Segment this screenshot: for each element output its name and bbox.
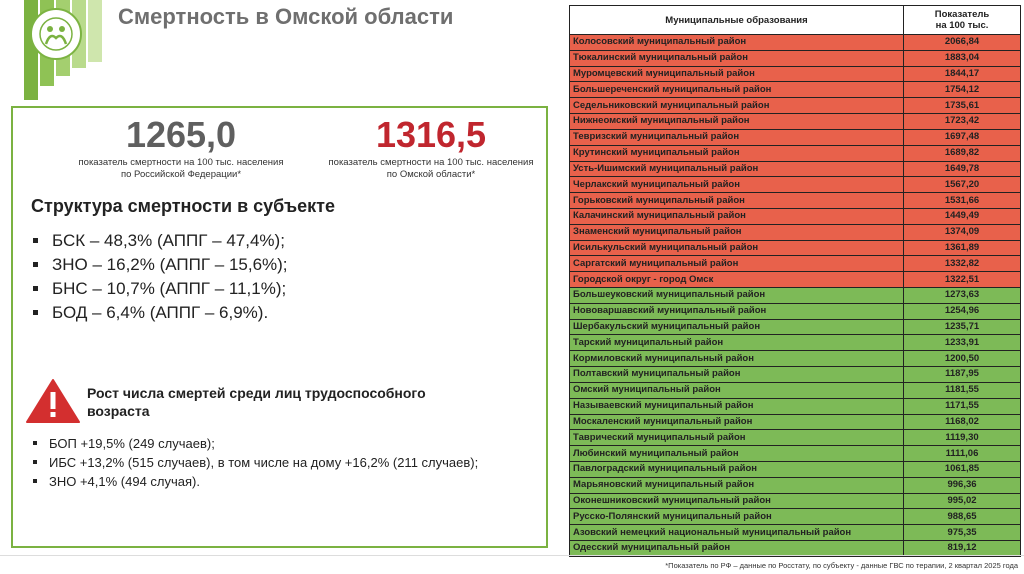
municipality-name: Кормиловский муниципальный район [570,351,904,367]
table-row [570,509,1021,525]
case-item-text: БОП +19,5% (249 случаев); [49,436,215,451]
mortality-rate-value: 1322,51 [904,272,1021,288]
table-row [570,193,1021,209]
column-header-indicator [904,6,1021,35]
municipality-name: Москаленский муниципальный район [570,414,904,430]
municipality-name: Усть-Ишимский муниципальный район [570,161,904,177]
mortality-rate-value: 1273,63 [904,288,1021,304]
case-item-text: ЗНО +4,1% (494 случая). [49,474,200,489]
rf-caption-line2: по Российской Федерации* [120,169,242,180]
table-row [570,335,1021,351]
bullet-square-icon [33,460,37,464]
table-row [570,461,1021,477]
bullet-square-icon [33,310,38,315]
municipality-name: Муромцевский муниципальный район [570,66,904,82]
table-row [570,82,1021,98]
mortality-rate-value: 1754,12 [904,82,1021,98]
municipality-name: Знаменский муниципальный район [570,224,904,240]
table-row [570,224,1021,240]
mortality-rate-value: 996,36 [904,477,1021,493]
mortality-rate-value: 1649,78 [904,161,1021,177]
rf-caption-line1: показатель смертности на 100 тыс. населения [78,157,284,168]
table-row [570,50,1021,66]
municipality-name: Колосовский муниципальный район [570,35,904,51]
table-row [570,446,1021,462]
table-row [570,382,1021,398]
municipality-name: Калачинский муниципальный район [570,208,904,224]
omsk-caption-line2: по Омской области* [386,169,476,180]
omsk-mortality-value: 1316,5 [375,114,487,155]
mortality-rate-value: 1567,20 [904,177,1021,193]
mortality-rate-value: 1735,61 [904,98,1021,114]
mortality-rate-value: 1233,91 [904,335,1021,351]
bullet-square-icon [33,286,38,291]
municipality-name: Тюкалинский муниципальный район [570,50,904,66]
table-row [570,430,1021,446]
warning-triangle-icon [25,378,81,424]
municipality-name: Азовский немецкий национальный муниципальный район [570,525,904,541]
mortality-rate-value: 1374,09 [904,224,1021,240]
mortality-rate-value: 1111,06 [904,446,1021,462]
municipality-name: Называевский муниципальный район [570,398,904,414]
mortality-rate-value: 1171,55 [904,398,1021,414]
table-row [570,177,1021,193]
municipality-name: Одесский муниципальный район [570,541,904,557]
table-row [570,208,1021,224]
mortality-rate-value: 1187,95 [904,367,1021,383]
mortality-rate-value: 995,02 [904,493,1021,509]
mortality-rate-value: 1723,42 [904,114,1021,130]
municipality-name: Городской округ - город Омск [570,272,904,288]
structure-list [31,229,288,325]
mortality-rate-value: 1168,02 [904,414,1021,430]
table-row [570,398,1021,414]
structure-item-text: БНС – 10,7% (АППГ – 11,1%); [52,279,287,298]
table-row [570,35,1021,51]
mortality-rate-value: 975,35 [904,525,1021,541]
table-row [570,525,1021,541]
structure-item [31,301,288,325]
footer-divider [0,555,1024,556]
municipality-name: Любинский муниципальный район [570,446,904,462]
mortality-rate-value: 1883,04 [904,50,1021,66]
table-row [570,319,1021,335]
municipality-name: Русско-Полянский муниципальный район [570,509,904,525]
warning-line1: Рост числа смертей среди лиц трудоспособного [87,385,426,401]
structure-item [31,253,288,277]
mortality-rate-value: 2066,84 [904,35,1021,51]
table-row [570,351,1021,367]
mortality-rate-value: 1254,96 [904,303,1021,319]
table-row [570,367,1021,383]
bullet-square-icon [33,262,38,267]
working-age-warning [87,384,507,420]
mortality-rate-value: 1697,48 [904,129,1021,145]
municipality-name: Черлакский муниципальный район [570,177,904,193]
municipality-name: Исилькульский муниципальный район [570,240,904,256]
mortality-rate-value: 1235,71 [904,319,1021,335]
mortality-rate-value: 1844,17 [904,66,1021,82]
table-row [570,98,1021,114]
footnote: *Показатель по РФ – данные по Росстату, по субъекту - данные ГВС по терапии, 2 квартал 2025 года [665,561,1018,570]
mortality-rate-value: 1119,30 [904,430,1021,446]
table-row [570,161,1021,177]
municipality-name: Нововаршавский муниципальный район [570,303,904,319]
summary-panel [11,106,548,548]
structure-item-text: БОД – 6,4% (АППГ – 6,9%). [52,303,269,322]
table-row [570,541,1021,557]
case-item [31,453,478,472]
structure-item-text: ЗНО – 16,2% (АППГ – 15,6%); [52,255,288,274]
column-header-municipality: Муниципальные образования [570,6,904,35]
municipality-name: Большереченский муниципальный район [570,82,904,98]
mortality-rate-value: 1689,82 [904,145,1021,161]
municipality-name: Омский муниципальный район [570,382,904,398]
municipality-name: Нижнеомский муниципальный район [570,114,904,130]
municipality-name: Павлоградский муниципальный район [570,461,904,477]
bullet-square-icon [33,441,37,445]
structure-title: Структура смертности в субъекте [31,196,336,216]
table-row [570,288,1021,304]
table-row [570,240,1021,256]
table-row [570,477,1021,493]
mortality-rate-value: 1361,89 [904,240,1021,256]
omsk-caption-line1: показатель смертности на 100 тыс. населения [328,157,534,168]
mortality-rate-value: 1181,55 [904,382,1021,398]
municipality-name: Горьковский муниципальный район [570,193,904,209]
municipality-name: Полтавский муниципальный район [570,367,904,383]
decor-bar-5 [88,0,102,62]
mortality-rate-value: 1200,50 [904,351,1021,367]
mortality-rate-value: 1531,66 [904,193,1021,209]
municipality-name: Тарский муниципальный район [570,335,904,351]
bullet-square-icon [33,238,38,243]
table-row [570,272,1021,288]
municipality-name: Большеуковский муниципальный район [570,288,904,304]
structure-item-text: БСК – 48,3% (АППГ – 47,4%); [52,231,285,250]
table-row [570,303,1021,319]
municipality-name: Саргатский муниципальный район [570,256,904,272]
case-list [31,434,478,491]
case-item [31,472,478,491]
mortality-rate-value: 819,12 [904,541,1021,557]
municipality-name: Таврический муниципальный район [570,430,904,446]
indicator-header-line2: на 100 тыс. [935,20,989,31]
mortality-rate-value: 988,65 [904,509,1021,525]
medical-prevention-emblem-icon [30,8,82,60]
structure-item [31,229,288,253]
table-row [570,145,1021,161]
page-title: Смертность в Омской области [118,4,454,29]
table-header-row [570,6,1021,35]
logo-area [0,0,110,104]
table-body [570,35,1021,557]
mortality-rate-value: 1061,85 [904,461,1021,477]
table-row [570,114,1021,130]
indicator-header-line1: Показатель [934,9,990,20]
mortality-rate-value: 1332,82 [904,256,1021,272]
municipality-name: Седельниковский муниципальный район [570,98,904,114]
table-row [570,256,1021,272]
warning-line2: возраста [87,403,150,419]
table-row [570,66,1021,82]
mortality-rate-value: 1449,49 [904,208,1021,224]
municipality-name: Оконешниковский муниципальный район [570,493,904,509]
structure-item [31,277,288,301]
rf-mortality-value: 1265,0 [125,114,237,155]
case-item [31,434,478,453]
table-row [570,414,1021,430]
omsk-mortality-caption [281,157,581,181]
table-row [570,493,1021,509]
municipality-name: Тевризский муниципальный район [570,129,904,145]
case-item-text: ИБС +13,2% (515 случаев), в том числе на дому +16,2% (211 случаев); [49,455,479,470]
municipal-mortality-table [569,5,1021,557]
bullet-square-icon [33,479,37,483]
municipality-name: Крутинский муниципальный район [570,145,904,161]
municipality-name: Шербакульский муниципальный район [570,319,904,335]
municipality-name: Марьяновский муниципальный район [570,477,904,493]
table-row [570,129,1021,145]
